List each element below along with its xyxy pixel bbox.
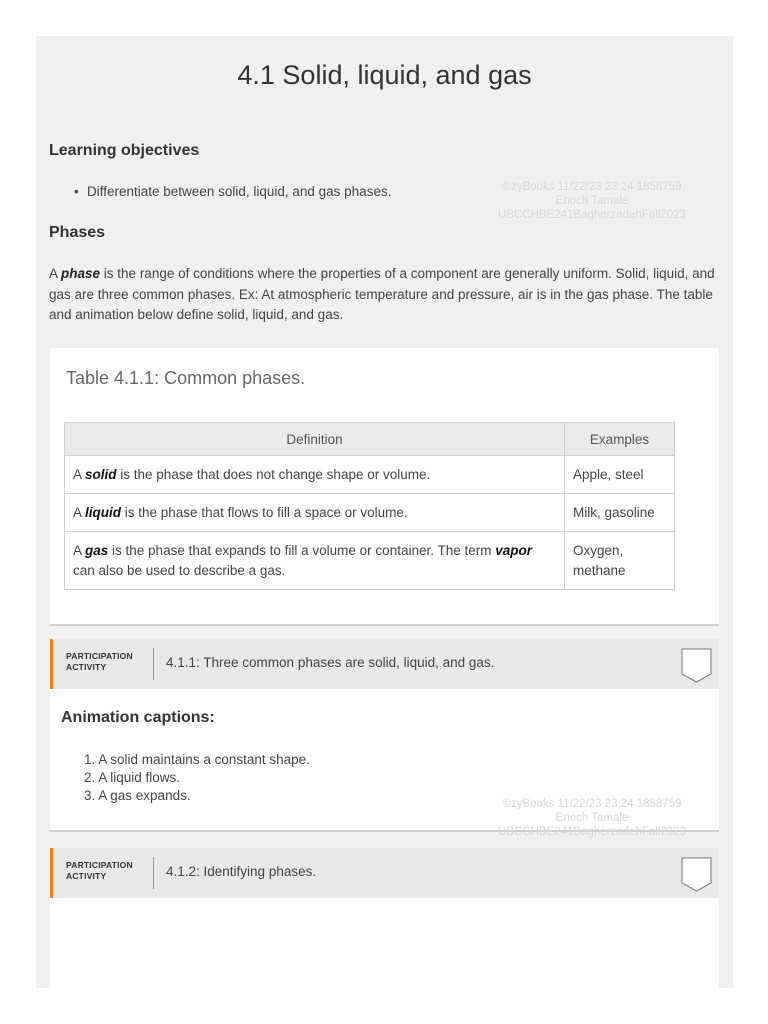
participation-activity-label: PARTICIPATION ACTIVITY [66,651,133,672]
participation-activity-header[interactable] [50,848,719,898]
participation-activity-header[interactable] [50,639,719,689]
definition-cell: A liquid is the phase that flows to fill a space or volume. [65,494,565,532]
table-card [50,348,719,626]
phases-heading: Phases [49,224,106,241]
table-caption: Table 4.1.1: Common phases. [66,368,306,388]
list-item: 1. A solid maintains a constant shape. [84,752,310,767]
activity-content-panel [50,898,719,988]
zybook-section-page [36,36,733,988]
list-item: 2. A liquid flows. [84,770,181,785]
examples-cell: Oxygen, methane [565,532,675,590]
common-phases-table [64,422,675,590]
animation-captions-list [84,751,310,805]
table-row [65,456,675,494]
divider [153,648,154,680]
participation-activity-title: 4.1.2: Identifying phases. [166,864,317,879]
list-item: 3. A gas expands. [84,788,191,803]
completion-badge-icon [681,648,712,683]
divider [153,857,154,889]
completion-badge-icon [681,857,712,892]
learning-objectives-list [87,184,391,199]
column-header-examples: Examples [565,423,675,456]
learning-objectives-heading: Learning objectives [49,142,200,159]
table-row [65,494,675,532]
examples-cell: Milk, gasoline [565,494,675,532]
list-item: • Differentiate between solid, liquid, and gas phases. [87,184,391,199]
table-row [65,532,675,590]
participation-activity-title: 4.1.1: Three common phases are solid, liquid, and gas. [166,655,495,670]
term-phase: phase [61,266,101,281]
section-title: 4.1 Solid, liquid, and gas [237,60,532,90]
column-header-definition: Definition [65,423,565,456]
participation-activity-label: PARTICIPATION ACTIVITY [66,860,133,881]
definition-cell: A gas is the phase that expands to fill a volume or container. The term vapor can also be used to describe a gas. [65,532,565,590]
phase-definition-paragraph: A phase is the range of conditions where the properties of a component are generally uniform. Solid, liquid, and gas are three common phases. Ex: At atmospheric temperature and pressure, air is in the gas phase. The table and animation below define solid, liquid, and gas. [49,266,715,322]
copyright-watermark: ©zyBooks 11/22/23 23:24 1858759 Enoch Tamale UBCCHBE241BagherzadehFall2023 [498,181,686,221]
examples-cell: Apple, steel [565,456,675,494]
definition-cell: A solid is the phase that does not change shape or volume. [65,456,565,494]
animation-captions-heading: Animation captions: [61,709,215,726]
copyright-watermark: ©zyBooks 11/22/23 23:24 1858759 Enoch Tamale UBCCHBE241BagherzadehFall2023 [498,798,686,838]
